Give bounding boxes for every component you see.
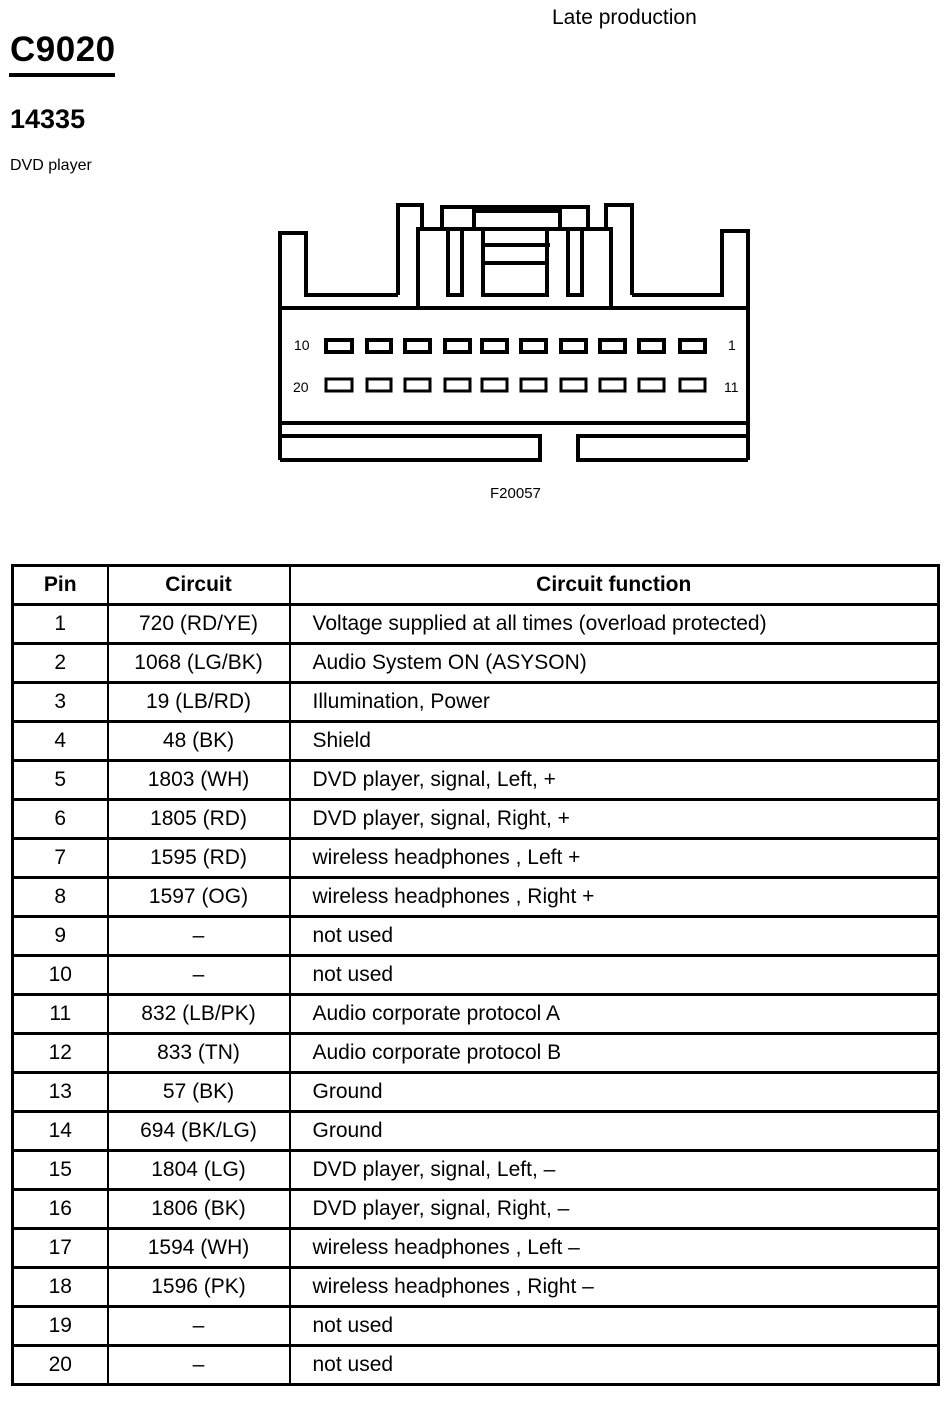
pin-cavity-18 bbox=[405, 379, 430, 391]
pin-cell: 15 bbox=[13, 1151, 108, 1190]
circuit-cell: 1597 (OG) bbox=[108, 878, 290, 917]
pin-cell: 12 bbox=[13, 1034, 108, 1073]
table-row bbox=[13, 956, 939, 995]
circuit-cell: 1595 (RD) bbox=[108, 839, 290, 878]
pin-cell: 3 bbox=[13, 683, 108, 722]
pin-cavity-17 bbox=[445, 379, 470, 391]
circuit-cell: 1805 (RD) bbox=[108, 800, 290, 839]
function-cell: wireless headphones , Left + bbox=[290, 839, 939, 878]
pin-cavity-8 bbox=[405, 340, 430, 352]
part-number: 14335 bbox=[10, 104, 86, 134]
pin-cell: 1 bbox=[13, 605, 108, 644]
pin-cell: 6 bbox=[13, 800, 108, 839]
function-cell: wireless headphones , Left – bbox=[290, 1229, 939, 1268]
pin-cell: 19 bbox=[13, 1307, 108, 1346]
connector-bottom-rail-left bbox=[280, 436, 540, 460]
pin-cell: 11 bbox=[13, 995, 108, 1034]
pin-cell: 13 bbox=[13, 1073, 108, 1112]
circuit-cell: 1803 (WH) bbox=[108, 761, 290, 800]
pin-cavity-5 bbox=[521, 340, 546, 352]
function-cell: Audio corporate protocol A bbox=[290, 995, 939, 1034]
table-row bbox=[13, 878, 939, 917]
pin-cavity-11 bbox=[680, 379, 705, 391]
circuit-cell: 694 (BK/LG) bbox=[108, 1112, 290, 1151]
pin-cavity-6 bbox=[482, 340, 507, 352]
pin-label-bottom-left: 20 bbox=[293, 379, 309, 395]
pin-label-top-right: 1 bbox=[728, 337, 736, 353]
pin-cell: 14 bbox=[13, 1112, 108, 1151]
function-cell: Voltage supplied at all times (overload protected) bbox=[290, 605, 939, 644]
pin-cell: 2 bbox=[13, 644, 108, 683]
pin-cell: 17 bbox=[13, 1229, 108, 1268]
circuit-cell: 1594 (WH) bbox=[108, 1229, 290, 1268]
table-row bbox=[13, 995, 939, 1034]
function-cell: Ground bbox=[290, 1073, 939, 1112]
table-header-row bbox=[13, 566, 939, 605]
function-cell: Illumination, Power bbox=[290, 683, 939, 722]
pin-cavity-13 bbox=[600, 379, 625, 391]
column-header-circuit: Circuit bbox=[108, 566, 290, 605]
circuit-cell: – bbox=[108, 1346, 290, 1385]
table-row bbox=[13, 1307, 939, 1346]
function-cell: not used bbox=[290, 1307, 939, 1346]
component-name: DVD player bbox=[10, 157, 92, 174]
pin-label-top-left: 10 bbox=[294, 337, 310, 353]
table-row bbox=[13, 722, 939, 761]
pin-row-top bbox=[326, 340, 705, 352]
table-row bbox=[13, 644, 939, 683]
pin-cavity-1 bbox=[680, 340, 705, 352]
table-row bbox=[13, 800, 939, 839]
pin-cavity-19 bbox=[367, 379, 391, 391]
pin-cell: 8 bbox=[13, 878, 108, 917]
circuit-cell: – bbox=[108, 956, 290, 995]
column-header-pin: Pin bbox=[13, 566, 108, 605]
function-cell: DVD player, signal, Right, – bbox=[290, 1190, 939, 1229]
table-row bbox=[13, 1034, 939, 1073]
figure-code: F20057 bbox=[490, 485, 541, 502]
table-row bbox=[13, 761, 939, 800]
circuit-cell: 48 (BK) bbox=[108, 722, 290, 761]
table-row bbox=[13, 917, 939, 956]
table-row bbox=[13, 683, 939, 722]
connector-bottom-rail-right bbox=[578, 436, 748, 460]
table-row bbox=[13, 605, 939, 644]
circuit-cell: – bbox=[108, 1307, 290, 1346]
pin-cell: 16 bbox=[13, 1190, 108, 1229]
pin-cell: 5 bbox=[13, 761, 108, 800]
pin-cavity-3 bbox=[600, 340, 625, 352]
pin-cavity-15 bbox=[521, 379, 546, 391]
function-cell: wireless headphones , Right – bbox=[290, 1268, 939, 1307]
connector-center-block bbox=[418, 207, 611, 307]
circuit-cell: 833 (TN) bbox=[108, 1034, 290, 1073]
function-cell: not used bbox=[290, 917, 939, 956]
pin-cell: 9 bbox=[13, 917, 108, 956]
table-row bbox=[13, 1073, 939, 1112]
pin-cell: 20 bbox=[13, 1346, 108, 1385]
function-cell: DVD player, signal, Left, + bbox=[290, 761, 939, 800]
circuit-cell: 19 (LB/RD) bbox=[108, 683, 290, 722]
circuit-cell: – bbox=[108, 917, 290, 956]
circuit-cell: 1806 (BK) bbox=[108, 1190, 290, 1229]
function-cell: not used bbox=[290, 956, 939, 995]
circuit-cell: 832 (LB/PK) bbox=[108, 995, 290, 1034]
connector-id: C9020 bbox=[10, 30, 116, 69]
circuit-cell: 720 (RD/YE) bbox=[108, 605, 290, 644]
pin-cell: 4 bbox=[13, 722, 108, 761]
circuit-cell: 1068 (LG/BK) bbox=[108, 644, 290, 683]
function-cell: not used bbox=[290, 1346, 939, 1385]
pin-cell: 18 bbox=[13, 1268, 108, 1307]
function-cell: DVD player, signal, Left, – bbox=[290, 1151, 939, 1190]
circuit-cell: 1804 (LG) bbox=[108, 1151, 290, 1190]
pin-cell: 10 bbox=[13, 956, 108, 995]
pin-cavity-4 bbox=[561, 340, 586, 352]
pin-cavity-10 bbox=[326, 340, 352, 352]
column-header-circuit-function: Circuit function bbox=[290, 566, 939, 605]
table-row bbox=[13, 1268, 939, 1307]
function-cell: Audio corporate protocol B bbox=[290, 1034, 939, 1073]
circuit-cell: 1596 (PK) bbox=[108, 1268, 290, 1307]
table-row bbox=[13, 1151, 939, 1190]
table-row bbox=[13, 1229, 939, 1268]
connector-face-diagram bbox=[270, 195, 760, 470]
function-cell: Ground bbox=[290, 1112, 939, 1151]
pin-cell: 7 bbox=[13, 839, 108, 878]
pin-cavity-7 bbox=[445, 340, 470, 352]
pin-cavity-16 bbox=[482, 379, 507, 391]
pin-label-bottom-right: 11 bbox=[724, 379, 739, 395]
pin-cavity-14 bbox=[561, 379, 586, 391]
circuit-cell: 57 (BK) bbox=[108, 1073, 290, 1112]
function-cell: wireless headphones , Right + bbox=[290, 878, 939, 917]
table-row bbox=[13, 1190, 939, 1229]
connector-id-underline bbox=[9, 73, 115, 77]
pin-cavity-20 bbox=[326, 379, 352, 391]
production-label: Late production bbox=[552, 6, 697, 29]
pin-cavity-12 bbox=[639, 379, 664, 391]
table-row bbox=[13, 839, 939, 878]
function-cell: Audio System ON (ASYSON) bbox=[290, 644, 939, 683]
function-cell: DVD player, signal, Right, + bbox=[290, 800, 939, 839]
table-row bbox=[13, 1112, 939, 1151]
function-cell: Shield bbox=[290, 722, 939, 761]
table-row bbox=[13, 1346, 939, 1385]
pin-row-bottom bbox=[326, 379, 705, 391]
pinout-table bbox=[11, 564, 940, 1386]
pin-cavity-2 bbox=[639, 340, 664, 352]
pin-cavity-9 bbox=[367, 340, 391, 352]
